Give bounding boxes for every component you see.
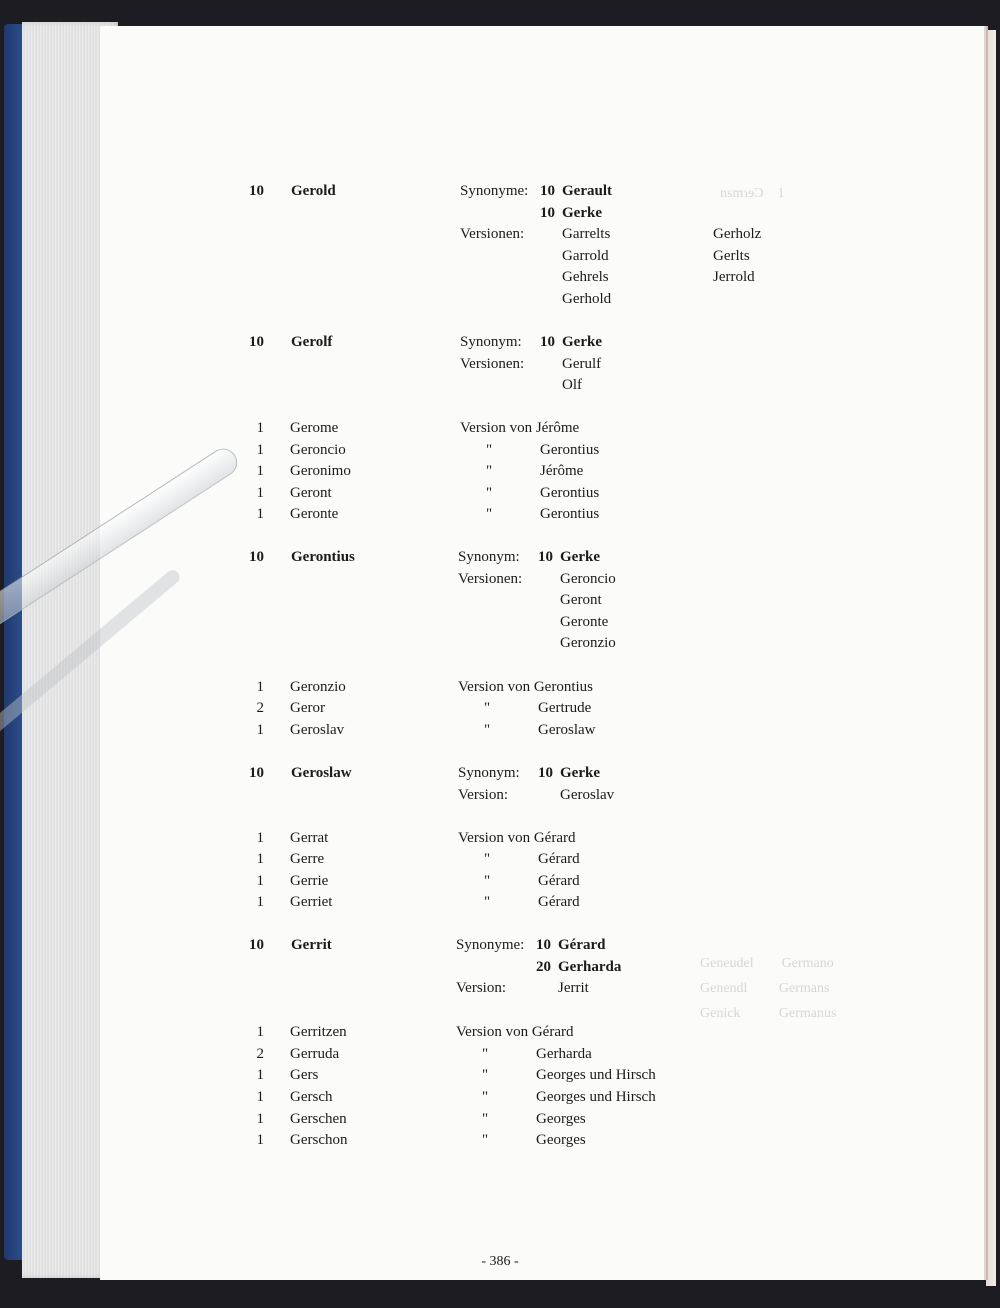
entry-related-name: Georges und Hirsch	[536, 1067, 656, 1083]
entry-name: Gerrie	[290, 873, 329, 889]
entry-relation-label: "	[482, 1089, 489, 1105]
entry-related-name: Gerke	[560, 765, 600, 781]
entry-relation-label: "	[482, 1067, 489, 1083]
entry-relation-label: Versionen:	[460, 226, 525, 243]
entry-rank: 1	[256, 485, 264, 501]
entry-name: Gerrat	[290, 830, 329, 846]
entry-related-name: Gehrels	[562, 269, 609, 286]
entry-relation-label: "	[484, 700, 491, 716]
entry-relation-label: Version von Jérôme	[460, 420, 580, 436]
entry-name: Gerontius	[291, 549, 355, 565]
entry-rank: 1	[256, 722, 264, 738]
entry-related-name: Geront	[560, 592, 602, 609]
entry-relation-rank: 10	[538, 765, 553, 781]
entry-rank: 10	[249, 334, 264, 350]
entry-relation-label: "	[482, 1111, 489, 1127]
entry-related-name: Gertrude	[538, 700, 592, 716]
entry-relation-rank: 10	[538, 549, 553, 565]
entry-rank: 1	[256, 873, 264, 889]
entry-relation-rank: 10	[536, 937, 551, 953]
entry-related-name: Gerontius	[540, 506, 600, 522]
entry-related-name: Garrelts	[562, 226, 611, 243]
entry-related-name-extra: Jerrold	[713, 269, 755, 286]
entry-relation-label: "	[484, 851, 491, 867]
entry-related-name: Gérard	[538, 873, 580, 889]
entry-relation-rank: 20	[536, 958, 551, 975]
entry-rank: 1	[256, 851, 264, 867]
entry-name: Gerriet	[290, 894, 333, 910]
entry-relation-label: Synonyme:	[456, 937, 525, 953]
entry-relation-label: Version von Gérard	[456, 1024, 574, 1040]
entry-related-name: Gerharda	[558, 958, 622, 975]
show-through: Geneudel Germano	[700, 956, 834, 971]
entry-rank: 1	[256, 1132, 264, 1148]
entry-name: Gers	[290, 1067, 319, 1083]
entry-name: Gerold	[291, 183, 336, 199]
entry-relation-label: "	[484, 873, 491, 889]
entry-name: Geronimo	[290, 463, 351, 479]
entry-name: Geroncio	[290, 442, 346, 458]
entry-name: Gerruda	[290, 1046, 340, 1062]
entry-rank: 1	[256, 1024, 264, 1040]
entry-name: Gerolf	[291, 334, 333, 350]
entry-rank: 1	[256, 1067, 264, 1083]
entry-rank: 10	[249, 765, 264, 781]
entry-relation-label: Versionen:	[460, 355, 525, 372]
entry-relation-rank: 10	[540, 183, 555, 199]
entry-related-name: Geroslav	[560, 786, 615, 803]
entry-rank: 1	[256, 463, 264, 479]
entry-rank: 1	[256, 420, 264, 436]
entry-name: Geronzio	[290, 679, 346, 695]
entry-rank: 1	[256, 442, 264, 458]
entry-relation-label: Versionen:	[458, 570, 523, 587]
entry-related-name: Geroncio	[560, 570, 616, 587]
entry-rank: 10	[249, 937, 264, 953]
entry-name: Gerschen	[290, 1111, 347, 1127]
entry-rank: 10	[249, 183, 264, 199]
show-through: Genendl Germans	[700, 981, 830, 996]
page-number: - 386 -	[481, 1254, 519, 1269]
entry-relation-label: "	[482, 1132, 489, 1148]
entry-related-name-extra: Gerholz	[713, 226, 762, 243]
entry-rank: 1	[256, 1089, 264, 1105]
entry-name: Gersch	[290, 1089, 333, 1105]
entry-name: Gerrit	[291, 937, 332, 953]
entry-name: Gerschon	[290, 1132, 348, 1148]
entry-related-name: Gérard	[538, 894, 580, 910]
entry-related-name: Garrold	[562, 247, 609, 264]
entry-related-name: Geroslaw	[538, 722, 596, 738]
entry-rank: 2	[256, 700, 264, 716]
entry-name: Gerome	[290, 420, 339, 436]
entry-relation-label: Version:	[456, 980, 506, 997]
show-through: nsmɿɘƆ 1	[720, 186, 785, 201]
entry-related-name: Gerke	[562, 334, 602, 350]
entry-name: Geronte	[290, 506, 339, 522]
entry-related-name: Jérôme	[540, 463, 584, 479]
entry-related-name: Georges	[536, 1111, 586, 1127]
show-through: Genick Germanus	[700, 1006, 837, 1021]
entry-relation-label: Version:	[458, 786, 508, 803]
entry-related-name: Geronzio	[560, 635, 616, 652]
entry-related-name: Gérard	[558, 937, 606, 953]
entry-name: Gerritzen	[290, 1024, 347, 1040]
entry-relation-label: Synonym:	[458, 549, 520, 565]
entry-related-name: Olf	[562, 377, 582, 394]
entry-related-name: Gerontius	[540, 485, 600, 501]
entry-relation-rank: 10	[540, 334, 555, 350]
entry-related-name: Georges	[536, 1132, 586, 1148]
entry-rank: 1	[256, 506, 264, 522]
entry-relation-label: Synonym:	[460, 334, 522, 350]
entry-related-name: Gerke	[560, 549, 600, 565]
entry-relation-label: Synonym:	[458, 765, 520, 781]
entry-name: Gerre	[290, 851, 325, 867]
entry-rank: 1	[256, 1111, 264, 1127]
entry-related-name: Geronte	[560, 613, 609, 630]
entry-name: Geroslaw	[291, 765, 352, 781]
entry-name: Geror	[290, 700, 325, 716]
entry-relation-label: "	[486, 463, 493, 479]
entry-rank: 2	[256, 1046, 264, 1062]
entry-related-name: Gerke	[562, 204, 602, 221]
entry-rank: 1	[256, 894, 264, 910]
page-edge-right	[986, 30, 996, 1286]
entry-related-name: Gerharda	[536, 1046, 592, 1062]
entry-relation-label: "	[486, 506, 493, 522]
entry-name: Geroslav	[290, 722, 345, 738]
entry-rank: 1	[256, 679, 264, 695]
entry-relation-label: Version von Gerontius	[458, 679, 593, 695]
entry-related-name: Georges und Hirsch	[536, 1089, 656, 1105]
entry-rank: 1	[256, 830, 264, 846]
entry-related-name: Gerontius	[540, 442, 600, 458]
entry-rank: 10	[249, 549, 264, 565]
entry-name: Geront	[290, 485, 332, 501]
entry-related-name: Gérard	[538, 851, 580, 867]
entry-related-name: Jerrit	[558, 980, 589, 997]
entry-relation-label: "	[484, 894, 491, 910]
entry-related-name: Gerulf	[562, 355, 602, 372]
entry-related-name: Gerault	[562, 183, 612, 199]
entry-relation-label: "	[486, 485, 493, 501]
entry-relation-label: "	[484, 722, 491, 738]
entry-relation-rank: 10	[540, 204, 555, 221]
entry-relation-label: "	[486, 442, 493, 458]
entry-relation-label: Version von Gérard	[458, 830, 576, 846]
entry-related-name-extra: Gerlts	[713, 247, 750, 264]
entry-related-name: Gerhold	[562, 291, 612, 307]
entry-relation-label: "	[482, 1046, 489, 1062]
entry-relation-label: Synonyme:	[460, 183, 529, 199]
